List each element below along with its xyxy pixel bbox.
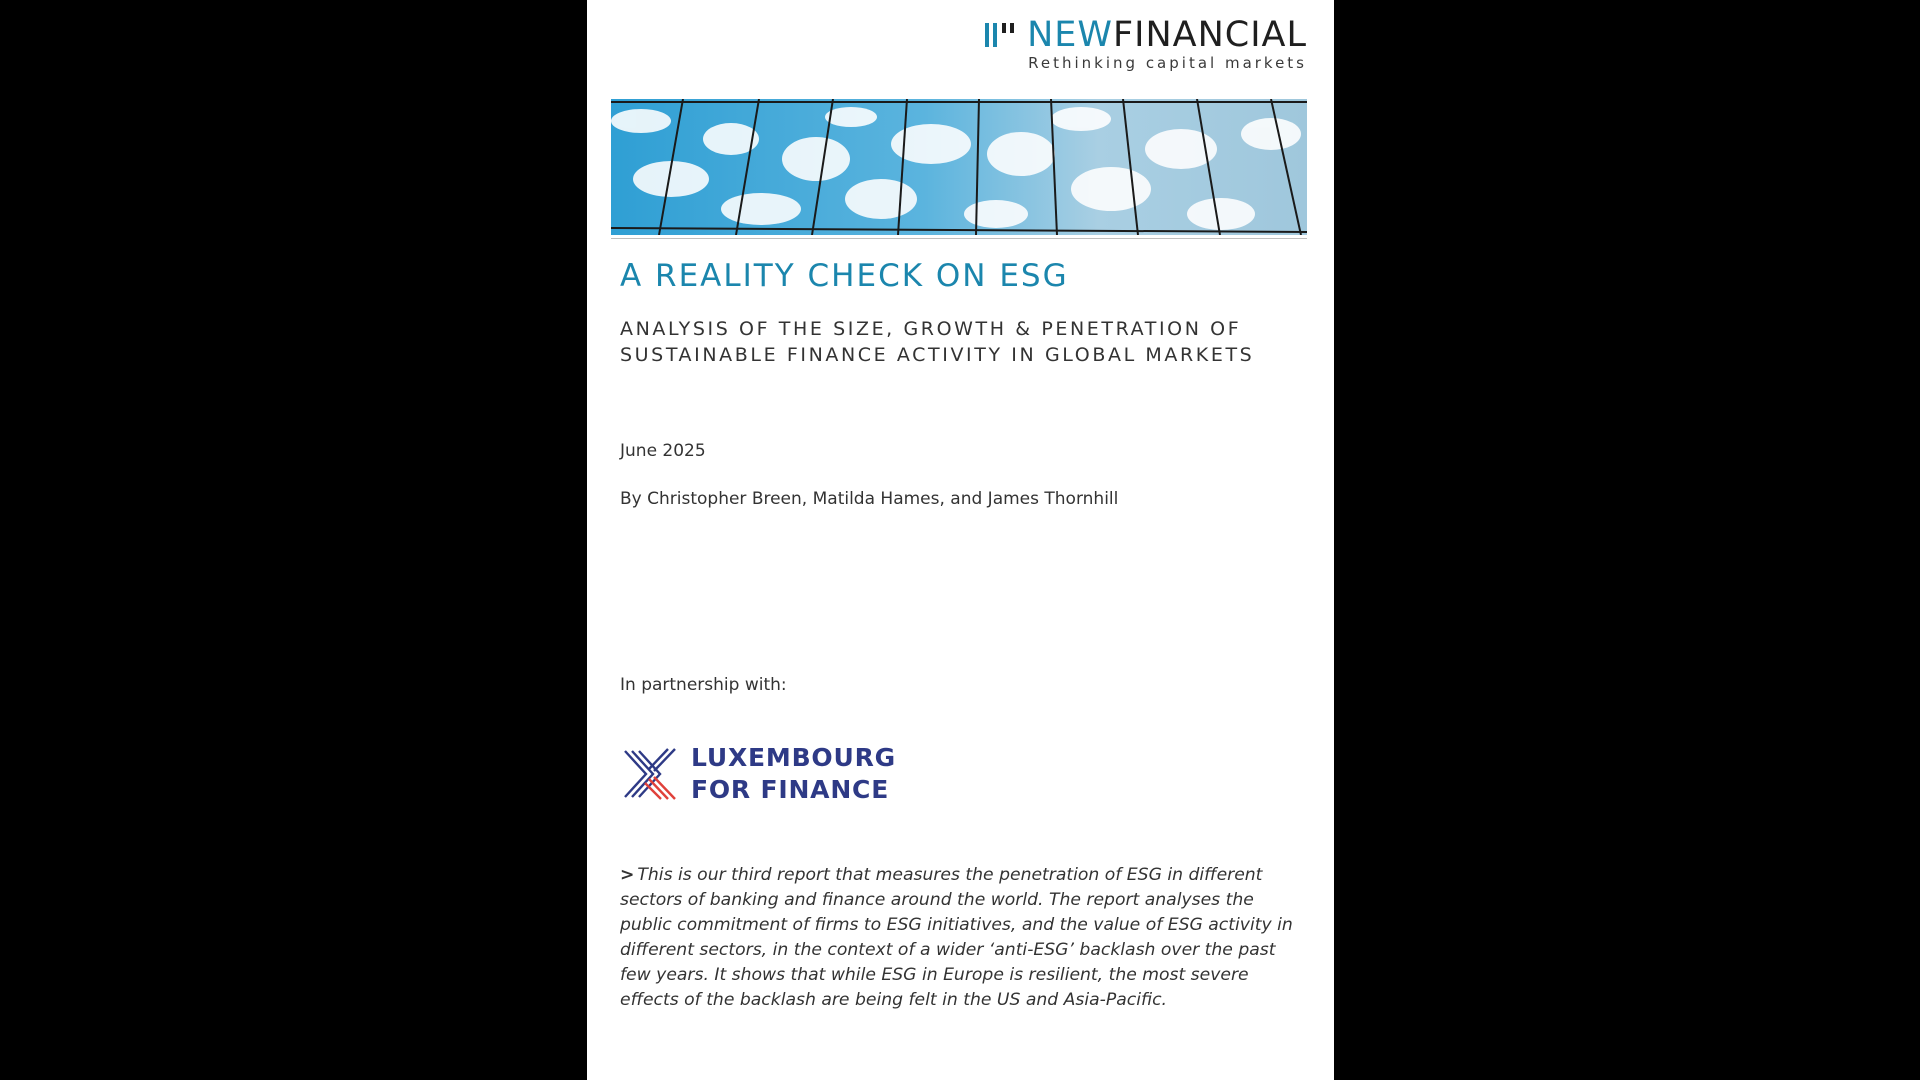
banner-divider xyxy=(611,238,1307,239)
logo-word-new: NEW xyxy=(1027,15,1114,55)
authors: By Christopher Breen, Matilda Hames, and James Thornhill xyxy=(620,489,1119,509)
logo-tagline: Rethinking capital markets xyxy=(1028,54,1307,72)
subtitle-line-2: SUSTAINABLE FINANCE ACTIVITY IN GLOBAL MARKETS xyxy=(620,344,1255,366)
summary-marker: > xyxy=(620,865,635,885)
report-summary xyxy=(620,863,1310,1013)
logo-word-financial: FINANCIAL xyxy=(1113,15,1307,55)
publication-date: June 2025 xyxy=(620,441,706,461)
glass-building-sky-reflection-image xyxy=(611,99,1307,235)
partner-name-line-2: FOR FINANCE xyxy=(691,775,890,804)
summary-text: This is our third report that measures the penetration of ESG in different sectors of banking and finance around the world. The report analyses the public commitment of firms to ESG initiatives, and the value of ESG activity in different sectors, in the context of a wider ‘anti-ESG’ backlash over the past few years. It shows that while ESG in Europe is resilient, the most severe effects of the backlash are being felt in the US and Asia-Pacific. xyxy=(620,865,1293,1010)
partnership-label: In partnership with: xyxy=(620,675,787,695)
report-subtitle xyxy=(620,316,1310,368)
report-cover-page xyxy=(587,0,1334,1080)
new-financial-logo xyxy=(985,15,1307,72)
partner-name-line-1: LUXEMBOURG xyxy=(691,743,896,772)
logo-wordmark xyxy=(1027,15,1307,55)
x-chevron-logo-icon xyxy=(623,747,677,801)
luxembourg-for-finance-logo xyxy=(623,742,896,806)
partner-wordmark xyxy=(691,742,896,806)
bars-logo-icon xyxy=(985,21,1017,49)
report-title: A REALITY CHECK ON ESG xyxy=(620,258,1069,294)
subtitle-line-1: ANALYSIS OF THE SIZE, GROWTH & PENETRATION OF xyxy=(620,318,1242,340)
